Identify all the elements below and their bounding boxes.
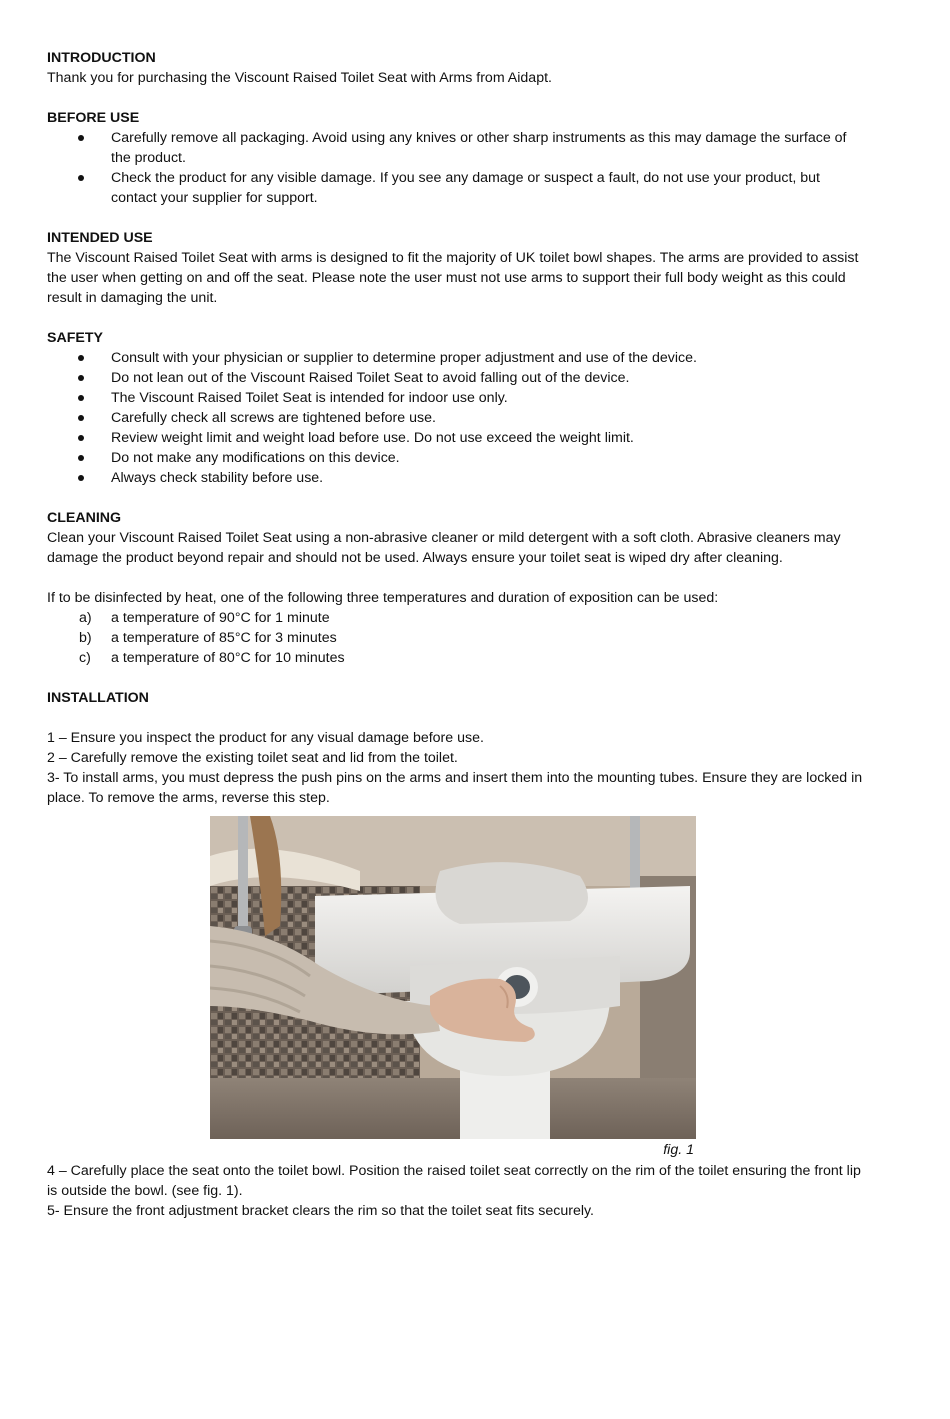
- document-page: [47, 48, 867, 1221]
- bullet-icon: [78, 455, 84, 461]
- bullet-icon: [78, 475, 84, 481]
- disinfect-intro: If to be disinfected by heat, one of the following three temperatures and duration of exposition can be used:: [47, 590, 719, 606]
- bullet-icon: [78, 135, 84, 141]
- list-item: Do not lean out of the Viscount Raised Toilet Seat to avoid falling out of the device.: [47, 368, 867, 388]
- intro-text: Thank you for purchasing the Viscount Raised Toilet Seat with Arms from Aidapt.: [47, 70, 552, 86]
- cleaning-text: Clean your Viscount Raised Toilet Seat using a non-abrasive cleaner or mild detergent with a soft cloth. Abrasive cleaners may damage the product beyond repair and should not be used. Always ensure your toilet seat is wiped dry after cleaning.: [47, 530, 841, 566]
- bullet-icon: [78, 395, 84, 401]
- list-item: b) a temperature of 85°C for 3 minutes: [79, 630, 337, 646]
- intended-use-text: The Viscount Raised Toilet Seat with arms is designed to fit the majority of UK toilet bowl shapes. The arms are provided to assist the user when getting on and off the seat. Please note the user must not use arms to support their full body weight as this could result in damaging the unit.: [47, 250, 859, 306]
- installation-step: 2 – Carefully remove the existing toilet seat and lid from the toilet.: [47, 750, 458, 766]
- list-item: c) a temperature of 80°C for 10 minutes: [79, 650, 345, 666]
- bullet-icon: [78, 435, 84, 441]
- installation-step: 3- To install arms, you must depress the push pins on the arms and insert them into the mounting tubes. Ensure they are locked in place. To remove the arms, reverse this step.: [47, 770, 863, 806]
- list-item: Carefully remove all packaging. Avoid using any knives or other sharp instruments as this may damage the surface of the product.: [47, 128, 867, 168]
- installation-step: 4 – Carefully place the seat onto the toilet bowl. Position the raised toilet seat correctly on the rim of the toilet ensuring the front lip is outside the bowl. (see fig. 1).: [47, 1163, 861, 1199]
- figure-caption: fig. 1: [663, 1142, 694, 1158]
- list-item: Consult with your physician or supplier to determine proper adjustment and use of the device.: [47, 348, 867, 368]
- bullet-icon: [78, 415, 84, 421]
- installation-step: 5- Ensure the front adjustment bracket clears the rim so that the toilet seat fits securely.: [47, 1203, 594, 1219]
- list-item: Carefully check all screws are tightened before use.: [47, 408, 867, 428]
- safety-list: [47, 348, 867, 488]
- cleaning-heading: CLEANING: [47, 510, 122, 526]
- list-item: Do not make any modifications on this device.: [47, 448, 867, 468]
- list-item: Review weight limit and weight load before use. Do not use exceed the weight limit.: [47, 428, 867, 448]
- list-item: a) a temperature of 90°C for 1 minute: [79, 610, 330, 626]
- before-use-list: [47, 128, 867, 208]
- installation-heading: INSTALLATION: [47, 690, 149, 706]
- intended-use-heading: INTENDED USE: [47, 230, 153, 246]
- figure: [47, 816, 867, 1161]
- toilet-seat-photo: [210, 816, 696, 1139]
- bullet-icon: [78, 355, 84, 361]
- before-use-heading: BEFORE USE: [47, 110, 140, 126]
- bullet-icon: [78, 175, 84, 181]
- safety-heading: SAFETY: [47, 330, 103, 346]
- installation-step: 1 – Ensure you inspect the product for any visual damage before use.: [47, 730, 484, 746]
- temperature-list: [47, 608, 867, 668]
- bullet-icon: [78, 375, 84, 381]
- list-item: The Viscount Raised Toilet Seat is intended for indoor use only.: [47, 388, 867, 408]
- list-item: Always check stability before use.: [47, 468, 867, 488]
- list-item: Check the product for any visible damage. If you see any damage or suspect a fault, do not use your product, but contact your supplier for support.: [47, 168, 867, 208]
- intro-heading: INTRODUCTION: [47, 50, 156, 66]
